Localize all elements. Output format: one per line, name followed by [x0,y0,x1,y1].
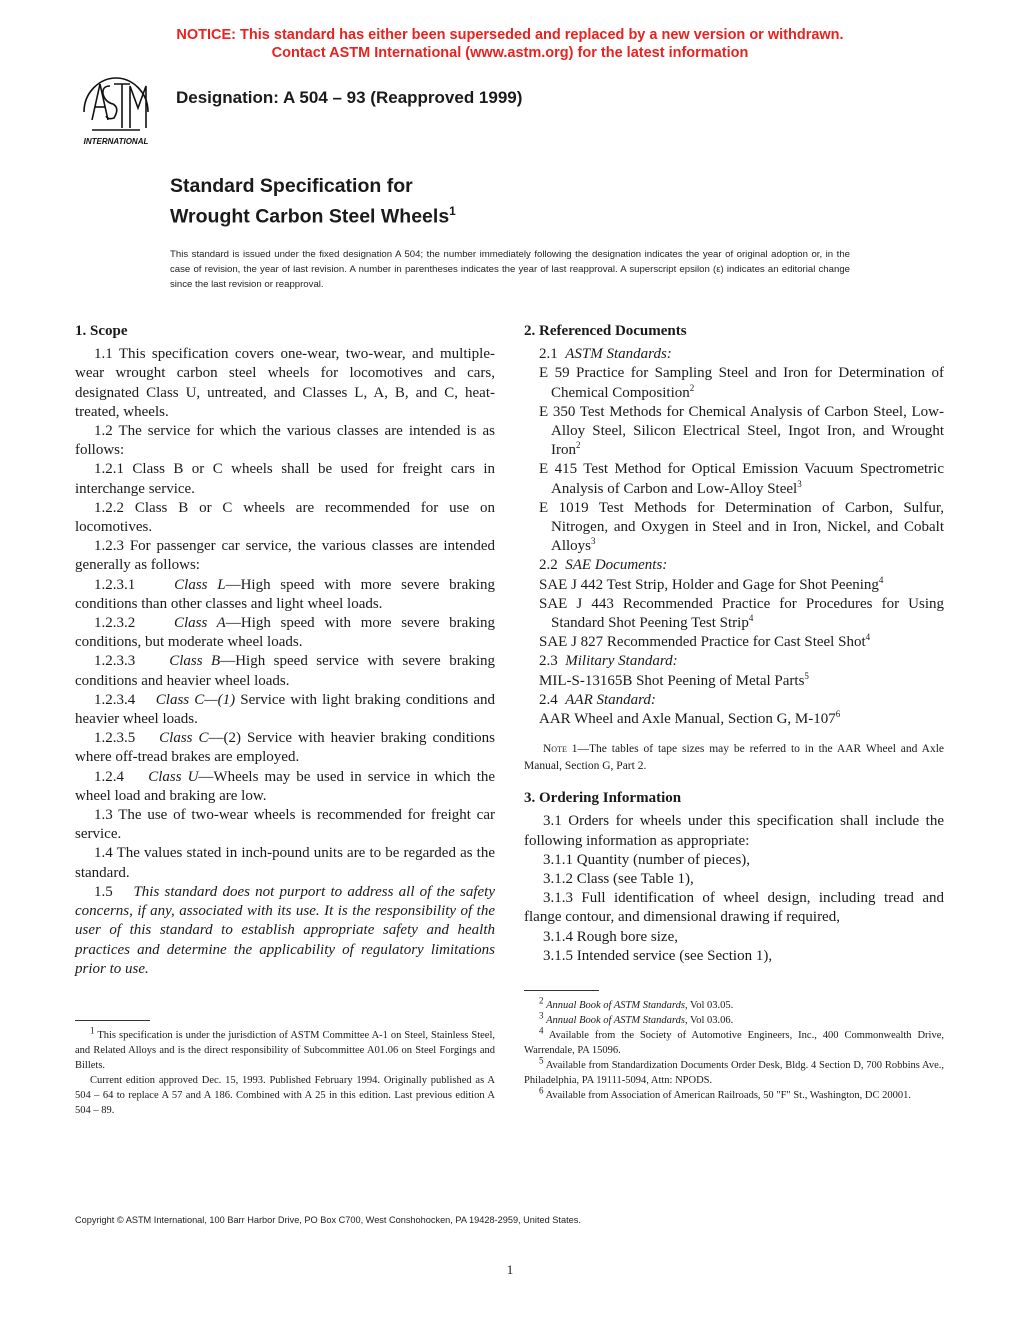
para-class-u: 1.2.4 Class U—Wheels may be used in service in which the wheel load and braking are low. [75,768,496,804]
footnote-1: $^1$ This specification is under the jurisdiction of ASTM Committee A-1 on Steel, Stainless Steel, and Related Alloys and is the direct responsibility of Subcommittee A01.06 on Steel Forgings and Billets. [75,1025,496,1071]
notice-line-1: NOTICE: This standard has either been superseded and replaced by a new version or withdrawn. [176,27,844,43]
section-heading-references: 2. Referenced Documents [524,323,687,339]
title-line-2 [170,199,456,230]
para-1-1: 1.1 This specification covers one-wear, two-wear, and multiple-wear wrought carbon steel wheels for locomotives and cars, designated Class U, untreated, and Classes L, A, B, and C, heat-treated, wheels. [75,346,495,420]
ref-e350: E 350 Test Methods for Chemical Analysis of Carbon Steel, Low-Alloy Steel, Silicon Electrical Steel, Ingot Iron, and Wrought Iron$^2$ [539,403,944,459]
para-3-1-4: 3.1.4 Rough bore size, [543,928,678,945]
para-1-2-3: 1.2.3 For passenger car service, the various classes are intended generally as follows: [75,538,495,574]
footnote-6: $^6$ Available from Association of American Railroads, 50 "F" St., Washington, DC 20001. [539,1085,912,1101]
ref-e1019: E 1019 Test Methods for Determination of Carbon, Sulfur, Nitrogen, and Oxygen in Steel and in Iron, Nickel, and Cobalt Alloys$^3$ [539,499,944,555]
para-3-1: 3.1 Orders for wheels under this specification shall include the following information as appropriate: [524,813,944,849]
title-footnote: 1 [449,204,456,218]
footnote-rule-right [524,990,599,991]
para-1-3: 1.3 The use of two-wear wheels is recommended for freight car service. [75,807,495,843]
footnote-5: $^5$ Available from Standardization Documents Order Desk, Bldg. 4 Section D, 700 Robbins Ave., Philadelphia, PA 19111-5094, Attn: NPODS. [524,1055,945,1086]
astm-standards-heading: 2.1 ASTM Standards: [539,346,672,363]
designation: Designation: A 504 – 93 (Reapproved 1999) [176,88,523,107]
para-3-1-1: 3.1.1 Quantity (number of pieces), [543,851,751,868]
sae-documents-heading: 2.2 SAE Documents: [539,557,668,574]
section-heading-ordering: 3. Ordering Information [524,790,682,807]
ref-mil: MIL-S-13165B Shot Peening of Metal Parts$^5$ [539,670,809,689]
supersede-notice [0,26,1020,62]
ref-j827: SAE J 827 Recommended Practice for Cast Steel Shot$^4$ [539,632,871,651]
para-class-a: 1.2.3.2 Class A—High speed with more severe braking conditions, but moderate wheel loads. [75,615,495,651]
title-text: Wrought Carbon Steel Wheels [170,205,450,228]
right-column [524,322,944,966]
ref-j442: SAE J 442 Test Strip, Holder and Gage for Shot Peening$^4$ [539,574,884,593]
footnote-2: $^2$ Annual Book of ASTM Standards, Vol 03.05. [539,995,734,1011]
footnotes-right [524,995,945,1103]
note-1: Note 1—The tables of tape sizes may be referred to in the AAR Wheel and Axle Manual, Section G, Part 2. [524,743,944,773]
footnote-4: $^4$ Available from the Society of Automotive Engineers, Inc., 400 Commonwealth Drive, Warrendale, PA 15096. [524,1025,945,1056]
left-column [75,322,495,979]
ref-e59: E 59 Practice for Sampling Steel and Iron for Determination of Chemical Composition$^2$ [539,365,944,401]
page-number: 1 [506,1262,514,1277]
astm-logo [70,72,162,150]
para-class-l: 1.2.3.1 Class L—High speed with more severe braking conditions than other classes and light wheel loads. [75,576,495,612]
military-standard-heading: 2.3 Military Standard: [539,653,678,670]
footnote-3: $^3$ Annual Book of ASTM Standards, Vol 03.06. [539,1010,734,1026]
footnotes-left [75,1025,496,1118]
ref-aar: AAR Wheel and Axle Manual, Section G, $M-107^6$ [539,709,841,728]
logo-subtitle: INTERNATIONAL [83,137,149,146]
para-class-b: 1.2.3.3 Class B—High speed service with severe braking conditions and heavier wheel loads. [75,653,496,689]
aar-standard-heading: 2.4 AAR Standard: [539,691,656,708]
para-3-1-2: 3.1.2 Class (see Table 1), [543,871,694,888]
para-3-1-3: 3.1.3 Full identification of wheel design, including tread and flange contour, and dimensional drawing if required, [524,890,944,926]
section-heading-scope: 1. Scope [75,323,128,339]
ref-e415: E 415 Test Method for Optical Emission Vacuum Spectrometric Analysis of Carbon and Low-Alloy Steel$^3$ [539,461,944,497]
para-1-5: 1.5 This standard does not purport to address all of the safety concerns, if any, associated with its use. It is the responsibility of the user of this standard to establish appropriate safety and health practices and determine the applicability of regulatory limitations prior to use. [75,883,495,977]
copyright-line: Copyright © ASTM International, 100 Barr Harbor Drive, PO Box C700, West Conshohocken, PA 19428-2959, United States. [75,1215,581,1225]
title-line-1: Standard Specification for [170,175,413,197]
para-3-1-5: 3.1.5 Intended service (see Section 1), [543,947,773,964]
ref-j443: SAE J 443 Recommended Practice for Procedures for Using Standard Shot Peening Test Strip$^4$ [539,595,944,632]
footnote-1-continued: Current edition approved Dec. 15, 1993. Published February 1994. Originally published as A 504 – 64 to replace A 57 and A 186. Combined with A 25 in this edition. Last previous edition A 504 – 89. [75,1075,495,1116]
para-1-2-1: 1.2.1 Class B or C wheels shall be used for freight cars in interchange service. [75,461,495,497]
para-class-c1: 1.2.3.4 Class C—(1) Service with light braking conditions and heavier wheel loads. [75,691,496,728]
para-class-c2: 1.2.3.5 Class C—(2) Service with heavier braking conditions where off-tread brakes are employed. [75,730,496,766]
para-1-2: 1.2 The service for which the various classes are intended is as follows: [75,423,495,459]
para-1-4: 1.4 The values stated in inch-pound units are to be regarded as the standard. [75,845,495,881]
para-1-2-2: 1.2.2 Class B or C wheels are recommended for use on locomotives. [75,499,495,536]
document-title [170,174,456,230]
issued-statement: This standard is issued under the fixed designation A 504; the number immediately following the designation indicates the year of original adoption or, in the case of revision, the year of last revision. A number in parentheses indicates the year of last reapproval. A superscript epsilon (ε) indicates an editorial change since the last revision or reapproval. [170,249,850,290]
notice-line-2: Contact ASTM International (www.astm.org) for the latest information [271,45,749,61]
footnote-rule-left [75,1020,150,1021]
